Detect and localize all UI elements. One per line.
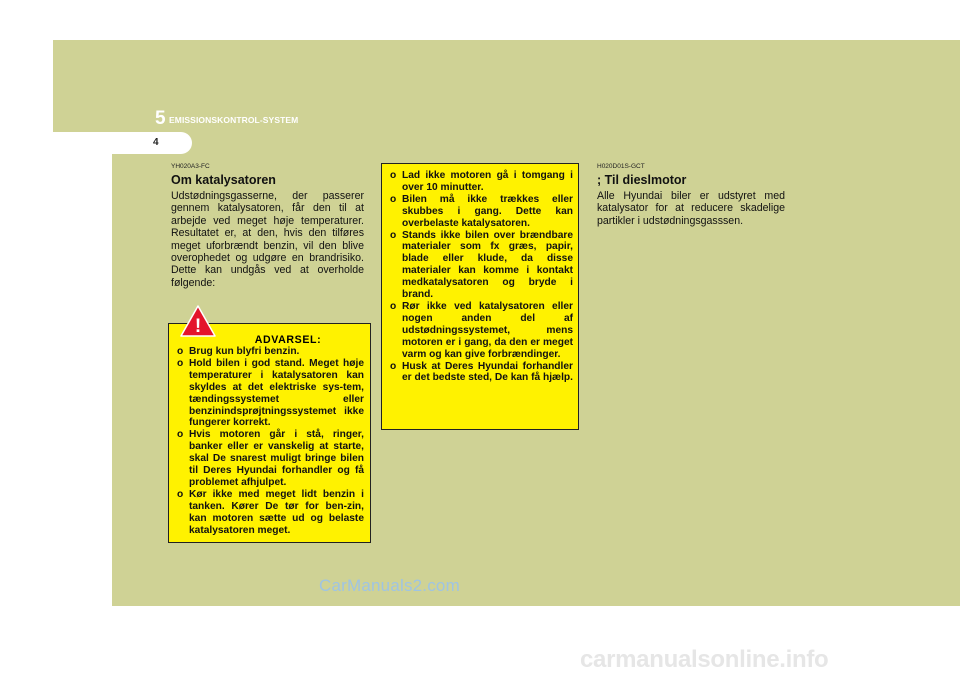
exclamation-icon [180, 305, 216, 337]
list-item: o Lad ikke motoren gå i tomgang i over 10 minutter. [390, 170, 573, 193]
page-number-tab [112, 132, 192, 154]
list-item: o Husk at Deres Hyundai forhandler er det bedste sted, De kan få hjælp. [390, 360, 573, 384]
right-section [597, 163, 785, 227]
list-item: o Hvis motoren går i stå, ringer, banker eller er vanskelig at starte, skal De snarest muligt bringe bilen til Deres Hyundai forhandler og få problemet afhjulpet. [177, 429, 364, 488]
caution-box [381, 163, 579, 430]
section-code: YH020A3-FC [171, 163, 210, 170]
footer-watermark[interactable]: carmanualsonline.info [580, 646, 829, 673]
list-item: o Brug kun blyfri benzin. [177, 346, 300, 357]
caution-list [390, 170, 573, 384]
section-title: Om katalysatoren [171, 173, 276, 187]
list-item: o Bilen må ikke trækkes eller skubbes i gang. Dette kan overbelaste katalysatoren. [390, 193, 573, 229]
warning-title: ADVARSEL: [254, 334, 322, 346]
list-item: o Hold bilen i god stand. Meget høje temperaturer i katalysatoren kan skyldes at det elektriske sys-tem, tændingssystemet eller benzinindsprøjtningssystemet ikke fungerer korrekt. [177, 357, 364, 429]
section-body: Alle Hyundai biler er udstyret med katalysator for at reducere skadelige partikler i udstødningsgasssen. [597, 190, 785, 227]
svg-text:!: ! [194, 316, 202, 337]
section-code: H020D01S-GCT [597, 163, 645, 170]
warning-list [177, 346, 364, 537]
chapter-title: EMISSIONSKONTROL-SYSTEM [169, 115, 299, 125]
page-number: 4 [153, 137, 159, 148]
watermark-link[interactable]: CarManuals2.com [319, 576, 460, 595]
warning-box [168, 323, 371, 543]
section-title: ; Til dieslmotor [597, 173, 687, 187]
left-section [171, 163, 364, 289]
section-body: Udstødningsgasserne, der passerer gennem katalysatoren, får den til at arbejde ved meget høje temperaturer. Resultatet er, at den, hvis den tilføres meget uforbrændt benzin, vil den blive overophedet og udgøre en brandrisiko. Dette kan undgås ved at overholde følgende: [171, 190, 364, 289]
list-item: o Rør ikke ved katalysatoren eller nogen anden del af udstødningssystemet, mens motoren er i gang, da den er meget varm og kan give forbrændinger. [390, 300, 573, 360]
chapter-number: 5 [155, 108, 166, 129]
list-item: o Stands ikke bilen over brændbare materialer som fx græs, papir, blade eller klude, da disse materialer kan komme i kontakt medkatalysatoren og bryde i brand. [390, 229, 573, 301]
list-item: o Kør ikke med meget lidt benzin i tanken. Kører De tør for ben-zin, kan motoren sætte ud og belaste katalysatoren meget. [177, 488, 364, 536]
